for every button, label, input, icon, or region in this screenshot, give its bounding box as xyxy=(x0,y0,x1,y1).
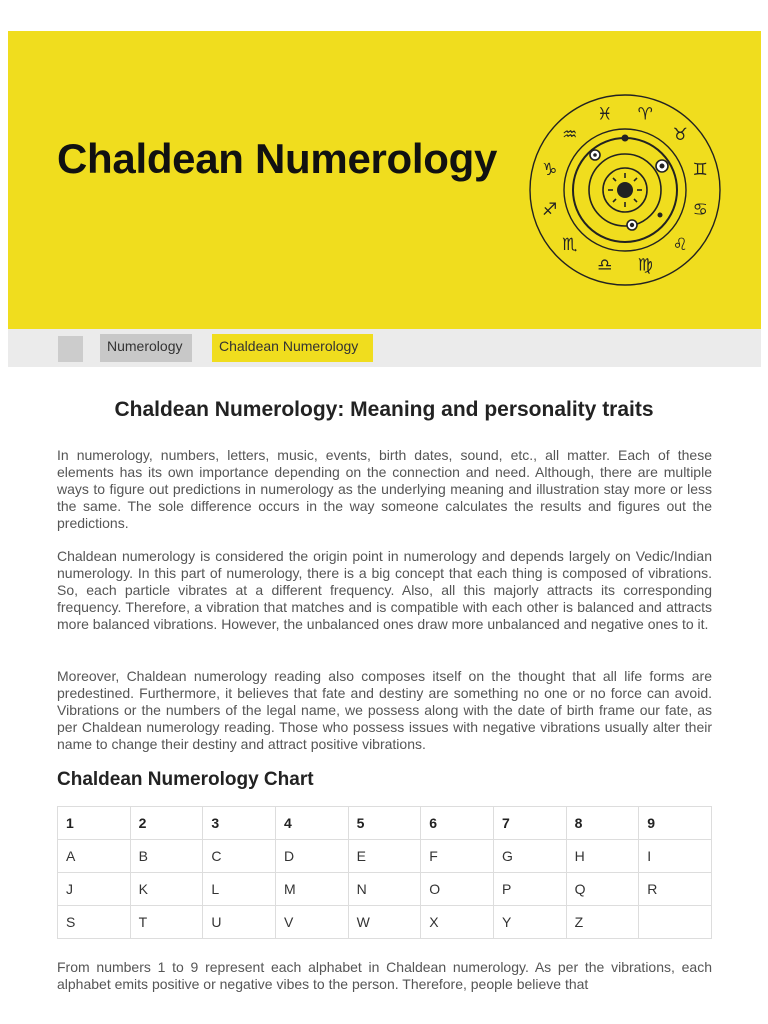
table-cell: C xyxy=(203,840,276,873)
zodiac-sign-icon: ♊ xyxy=(692,159,708,180)
table-cell: I xyxy=(639,840,712,873)
table-cell: N xyxy=(348,873,421,906)
table-cell: G xyxy=(493,840,566,873)
zodiac-sign-icon: ♒ xyxy=(562,124,578,145)
table-cell: X xyxy=(421,906,494,939)
zodiac-sign-icon: ♉ xyxy=(672,124,688,145)
zodiac-sign-icon: ♈ xyxy=(637,104,653,125)
article-paragraph: Moreover, Chaldean numerology reading also composes itself on the thought that all life forms are predestined. Furthermore, it believes that fate and destiny are something no one or no force can avoid. Vibrations or the numbers of the legal name, we possess along with the date of birth frame our fate, as per Chaldean numerology reading. Those who possess issues with negative vibrations usually alter their name to change their destiny and attract positive vibrations. xyxy=(57,668,712,752)
table-cell: U xyxy=(203,906,276,939)
breadcrumb-item-numerology[interactable]: Numerology xyxy=(100,334,192,362)
table-cell: D xyxy=(275,840,348,873)
table-cell: Q xyxy=(566,873,639,906)
table-header-cell: 5 xyxy=(348,807,421,840)
table-row xyxy=(58,873,712,906)
table-cell: A xyxy=(58,840,131,873)
table-cell: V xyxy=(275,906,348,939)
table-header-cell: 8 xyxy=(566,807,639,840)
zodiac-sign-icon: ♌ xyxy=(672,235,688,256)
article-title: Chaldean Numerology: Meaning and personality traits xyxy=(114,398,654,421)
article-paragraph: From numbers 1 to 9 represent each alphabet in Chaldean numerology. As per the vibrations, each alphabet emits positive or negative vibes to the person. Therefore, people believe that xyxy=(57,959,712,992)
table-header-cell: 9 xyxy=(639,807,712,840)
hero-title: Chaldean Numerology xyxy=(57,135,498,182)
hero-banner xyxy=(8,31,761,329)
chart-heading: Chaldean Numerology Chart xyxy=(57,769,314,790)
zodiac-sign-icon: ♓ xyxy=(597,104,613,125)
home-icon[interactable] xyxy=(58,336,83,362)
table-cell: F xyxy=(421,840,494,873)
table-cell: S xyxy=(58,906,131,939)
table-cell: H xyxy=(566,840,639,873)
table-cell: Y xyxy=(493,906,566,939)
zodiac-sign-icon: ♋ xyxy=(692,200,708,221)
table-cell: R xyxy=(639,873,712,906)
table-cell: M xyxy=(275,873,348,906)
table-row xyxy=(58,840,712,873)
table-row xyxy=(58,906,712,939)
table-cell: B xyxy=(130,840,203,873)
table-cell: T xyxy=(130,906,203,939)
table-cell: W xyxy=(348,906,421,939)
table-header-row xyxy=(58,807,712,840)
breadcrumb-item-chaldean-numerology[interactable]: Chaldean Numerology xyxy=(212,334,373,362)
table-cell: L xyxy=(203,873,276,906)
table-header-cell: 7 xyxy=(493,807,566,840)
table-cell xyxy=(639,906,712,939)
table-header-cell: 4 xyxy=(275,807,348,840)
article-paragraph: In numerology, numbers, letters, music, events, birth dates, sound, etc., all matter. Each of these elements has its own importance depending on the connection and need. Although, there are multiple ways to figure out predictions in numerology as the underlying meaning and illustration stay more or less the same. The sole difference occurs in the way someone calculates the results and figures out the predictions. xyxy=(57,447,712,531)
table-cell: P xyxy=(493,873,566,906)
table-cell: O xyxy=(421,873,494,906)
table-header-cell: 3 xyxy=(203,807,276,840)
zodiac-sign-icon: ♍ xyxy=(637,255,653,276)
article-paragraph: Chaldean numerology is considered the origin point in numerology and depends largely on Vedic/Indian numerology. In this part of numerology, there is a big concept that each thing is composed of vibrations. So, each particle vibrates at a different frequency. Also, all this majorly attracts its corresponding frequency. Therefore, a vibration that matches and is compatible with each other is balanced and attracts more balanced vibrations. However, the unbalanced ones draw more unbalanced and negative ones to it. xyxy=(57,548,712,632)
zodiac-wheel-icon xyxy=(520,85,730,295)
table-header-cell: 2 xyxy=(130,807,203,840)
zodiac-sign-icon: ♐ xyxy=(542,200,558,221)
table-cell: K xyxy=(130,873,203,906)
table-cell: J xyxy=(58,873,131,906)
zodiac-sign-icon: ♎ xyxy=(597,255,613,276)
table-header-cell: 1 xyxy=(58,807,131,840)
table-cell: E xyxy=(348,840,421,873)
table-header-cell: 6 xyxy=(421,807,494,840)
numerology-chart-table xyxy=(57,806,712,939)
table-cell: Z xyxy=(566,906,639,939)
zodiac-sign-icon: ♏ xyxy=(562,235,578,256)
breadcrumb xyxy=(8,329,761,367)
zodiac-sign-icon: ♑ xyxy=(542,159,558,180)
